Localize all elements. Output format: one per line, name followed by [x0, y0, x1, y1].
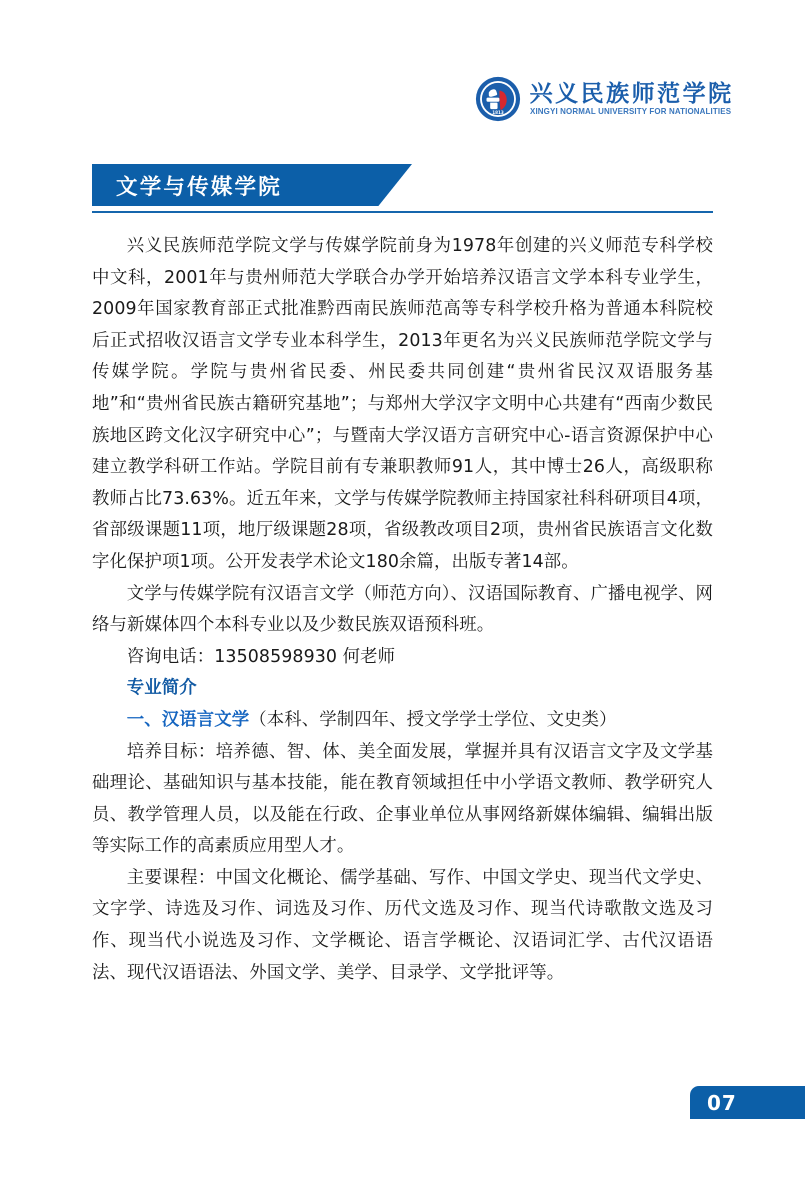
courses-label: 主要课程：	[126, 867, 216, 888]
paragraph-history: 兴义民族师范学院文学与传媒学院前身为1978年创建的兴义师范专科学校中文科，2001年与贵州师范大学联合办学开始培养汉语言文学本科专业学生，2009年国家教育部正式批准黔西南民族师范高等专科学校升格为普通本科院校后正式招收汉语言文学专业本科学生，2013年更名为兴义民族师范学院文学与传媒学院。学院与贵州省民委、州民委共同创建“贵州省民汉双语服务基地”和“贵州省民族古籍研究基地”；与郑州大学汉字文明中心共建有“西南少数民族地区跨文化汉字研究中心”；与暨南大学汉语方言研究中心-语言资源保护中心建立教学科研工作站。学院目前有专兼职教师91人，其中博士26人，高级职称教师占比73.63%。近五年来，文学与传媒学院教师主持国家社科科研项目4项，省部级课题11项，地厅级课题28项，省级教改项目2项，贵州省民族语言文化数字化保护项1项。公开发表学术论文180余篇，出版专著14部。	[92, 236, 713, 572]
paragraph-contact: 咨询电话：13508598930 何老师	[126, 646, 396, 667]
logo-name-cn: 兴义民族师范学院	[529, 79, 734, 107]
objective-text: 培养德、智、体、美全面发展，掌握并具有汉语言文字及文学基础理论、基础知识与基本技能，能在教育领域担任中小学语文教师、教学研究人员、教学管理人员，以及能在行政、企事业单位从事网络新媒体编辑、编辑出版等实际工作的高素质应用型人才。	[92, 741, 713, 857]
section-heading-majors-intro	[92, 673, 713, 705]
major-meta: （本科、学制四年、授文学学士学位、文史类）	[249, 709, 617, 730]
major-heading	[92, 705, 713, 737]
major-number: 一、	[126, 709, 162, 730]
university-seal-icon	[475, 76, 521, 122]
logo-wordmark	[529, 79, 737, 116]
header-divider	[92, 211, 713, 213]
university-logo	[475, 76, 737, 122]
paragraph-majors: 文学与传媒学院有汉语言文学（师范方向）、汉语国际教育、广播电视学、网络与新媒体四个本科专业以及少数民族双语预科班。	[92, 583, 713, 636]
major-name: 汉语言文学	[161, 709, 250, 730]
paragraph-objective	[92, 737, 713, 863]
page-number-badge	[690, 1086, 805, 1119]
page-number: 07	[707, 1090, 737, 1115]
logo-name-en: XINGYI NORMAL UNIVERSITY FOR NATIONALITIES	[529, 106, 731, 116]
paragraph-courses	[92, 863, 713, 989]
page-title: 文学与传媒学院	[116, 174, 282, 200]
section-banner	[92, 164, 412, 206]
objective-label: 培养目标：	[126, 741, 216, 762]
courses-text: 中国文化概论、儒学基础、写作、中国文学史、现当代文学史、文字学、诗选及习作、词选及习作、历代文选及习作、现当代诗歌散文选及习作、现当代小说选及习作、文学概论、语言学概论、汉语词汇学、古代汉语语法、现代汉语语法、外国文学、美学、目录学、文学批评等。	[92, 867, 713, 983]
article-body	[92, 231, 713, 989]
section-heading-label: 专业简介	[126, 678, 197, 699]
svg-text:1813: 1813	[491, 110, 504, 116]
